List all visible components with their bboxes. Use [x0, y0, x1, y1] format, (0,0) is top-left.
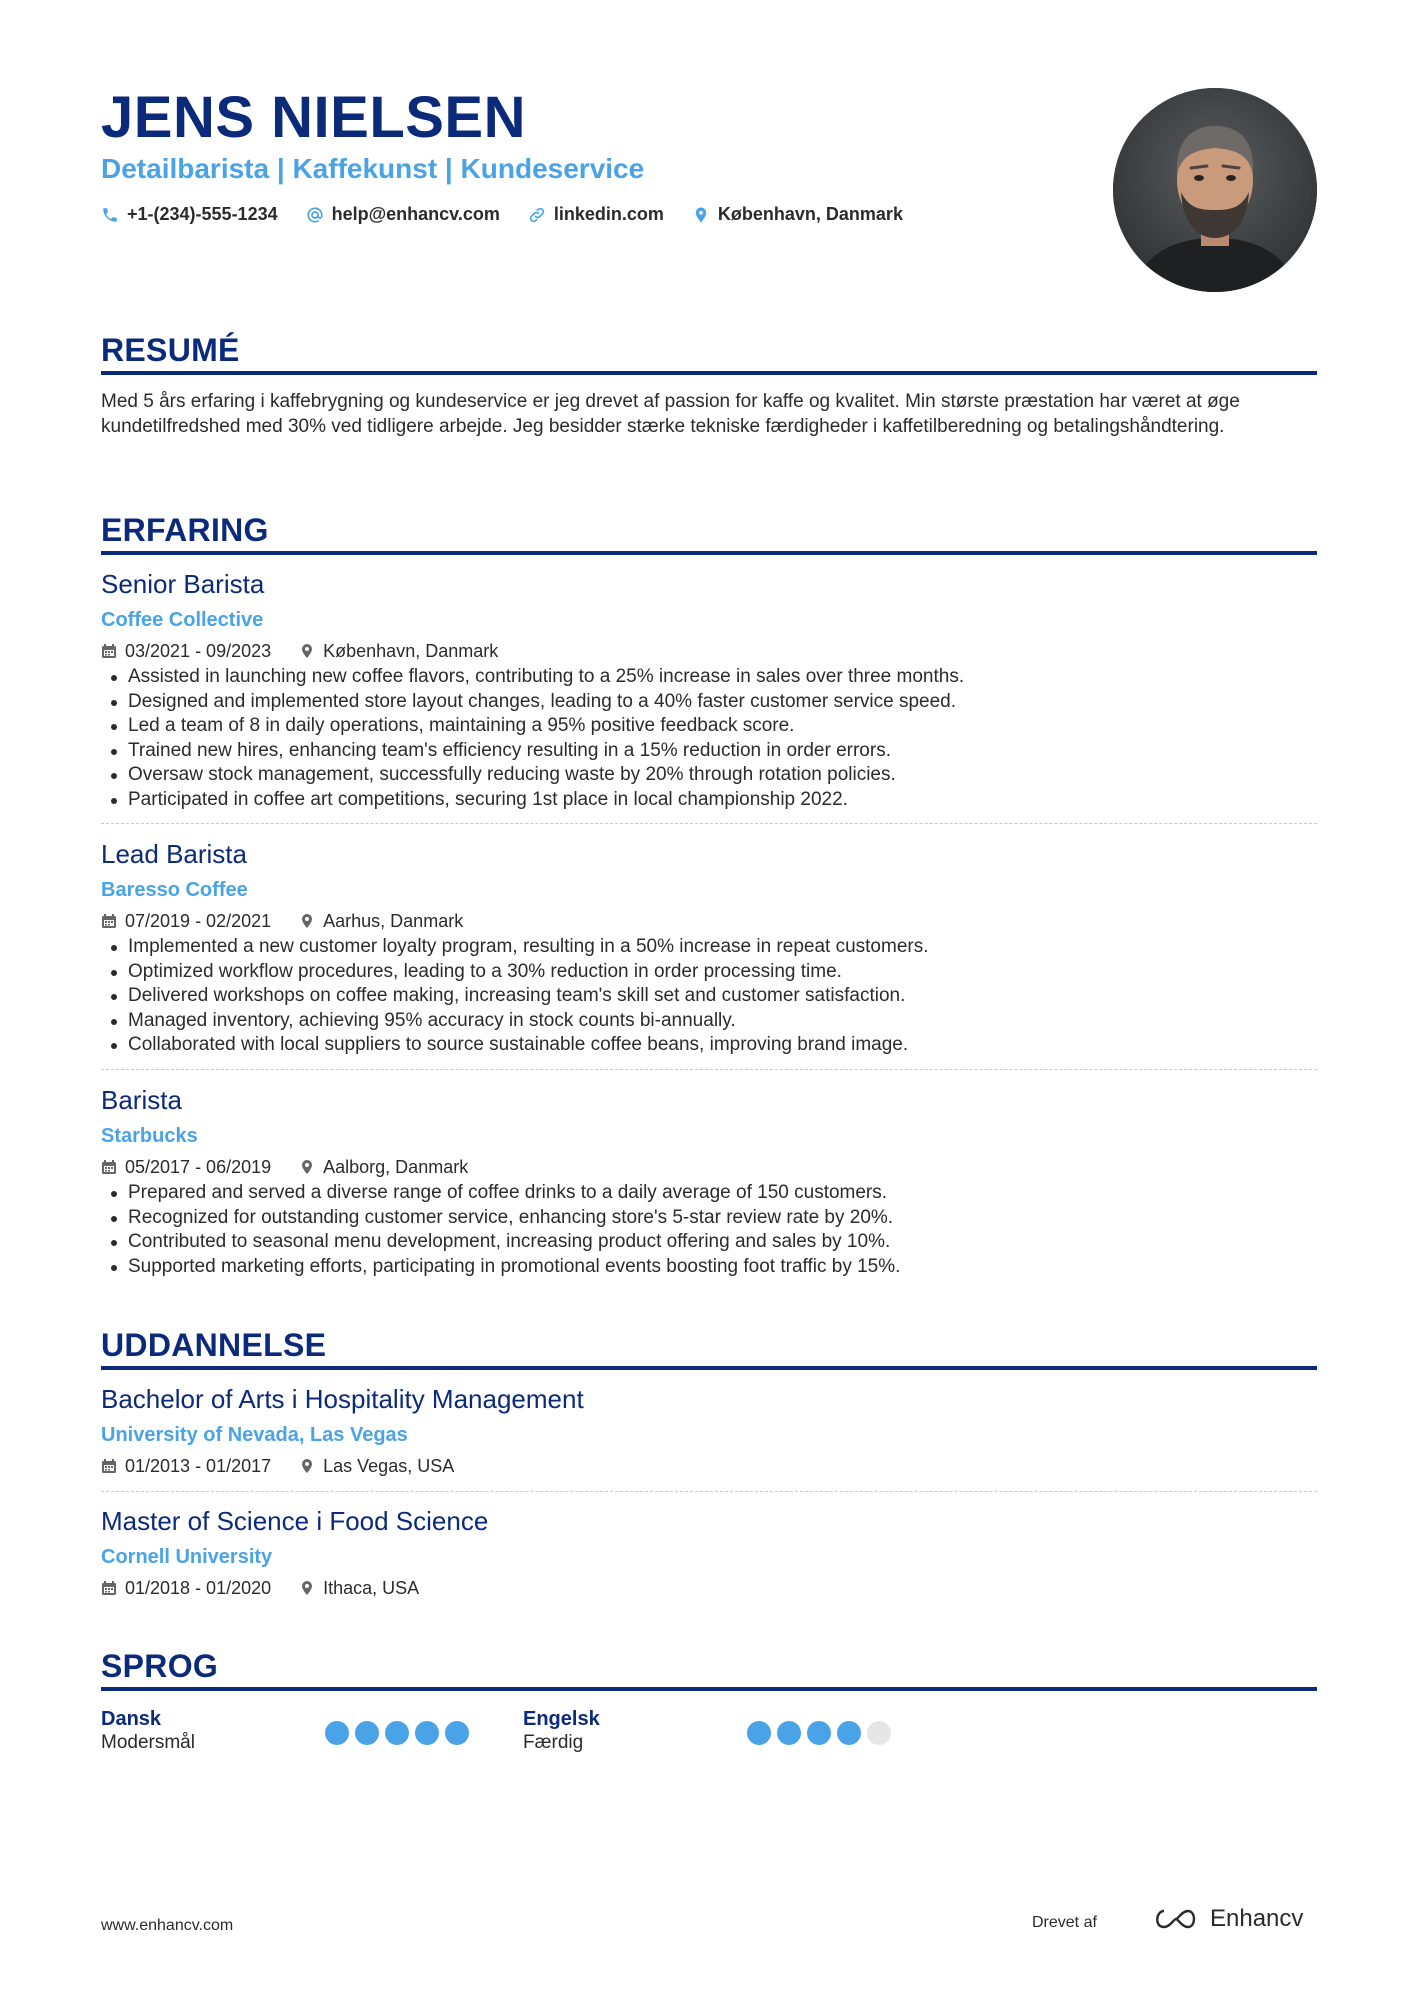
divider [101, 1491, 1317, 1492]
calendar-icon [101, 913, 117, 929]
job-company: Baresso Coffee [101, 879, 248, 901]
experience-rule [101, 551, 1317, 555]
enhancv-logo[interactable] [1152, 1905, 1303, 1933]
divider [101, 823, 1317, 824]
contact-linkedin-text: linkedin.com [553, 204, 664, 224]
job-bullets [101, 1181, 900, 1279]
contact-bar [101, 204, 903, 225]
contact-location-text: København, Danmark [717, 204, 903, 224]
rating-dot-filled [415, 1721, 439, 1745]
list-item: Optimized workflow procedures, leading to a 30% reduction in order processing time. [101, 960, 929, 985]
job-company: Starbucks [101, 1125, 198, 1147]
list-item: Participated in coffee art competitions, securing 1st place in local championship 2022. [101, 788, 964, 813]
degree-title: Bachelor of Arts i Hospitality Management [101, 1384, 584, 1414]
rating-dot-filled [445, 1721, 469, 1745]
calendar-icon [101, 643, 117, 659]
job-title: Barista [101, 1085, 182, 1115]
job-location: København, Danmark [323, 641, 499, 661]
rating-dot-empty [867, 1721, 891, 1745]
footer-url[interactable]: www.enhancv.com [101, 1917, 234, 1934]
rating-dot-filled [355, 1721, 379, 1745]
rating-dot-filled [325, 1721, 349, 1745]
location-pin-icon [299, 1580, 315, 1596]
list-item: Oversaw stock management, successfully reducing waste by 20% through rotation policies. [101, 763, 964, 788]
language-level: Færdig [523, 1732, 584, 1753]
language-rating [325, 1721, 469, 1745]
education-meta [101, 1455, 482, 1477]
contact-linkedin[interactable] [528, 204, 664, 225]
calendar-icon [101, 1458, 117, 1474]
summary-text: Med 5 års erfaring i kaffebrygning og kundeservice er jeg drevet af passion for kaffe og kvalitet. Min største præstation har været at øge kundetilfredshed med 30% ved tidligere arbejde. Jeg besidder stærke tekniske færdigheder i kaffetilberedning og betalingshåndtering. [101, 391, 1240, 437]
rating-dot-filled [837, 1721, 861, 1745]
rating-dot-filled [777, 1721, 801, 1745]
job-meta [101, 640, 526, 662]
job-dates: 07/2019 - 02/2021 [125, 911, 272, 931]
list-item: Recognized for outstanding customer service, enhancing store's 5-star review rate by 20%. [101, 1206, 900, 1231]
rating-dot-filled [747, 1721, 771, 1745]
contact-phone[interactable] [101, 204, 278, 225]
summary-rule [101, 371, 1317, 375]
location-pin-icon [299, 1159, 315, 1175]
phone-icon [101, 206, 119, 224]
list-item: Delivered workshops on coffee making, increasing team's skill set and customer satisfaction. [101, 984, 929, 1009]
list-item: Contributed to seasonal menu development, increasing product offering and sales by 10%. [101, 1230, 900, 1255]
education-dates: 01/2018 - 01/2020 [125, 1578, 272, 1598]
location-pin-icon [299, 643, 315, 659]
summary-title: RESUMÉ [101, 332, 240, 368]
candidate-name: JENS NIELSEN [101, 85, 526, 150]
contact-email[interactable] [306, 204, 500, 225]
job-company: Coffee Collective [101, 609, 264, 631]
education-dates: 01/2013 - 01/2017 [125, 1456, 272, 1476]
education-rule [101, 1366, 1317, 1370]
degree-title: Master of Science i Food Science [101, 1506, 489, 1536]
education-meta [101, 1577, 447, 1599]
language-name: Engelsk [523, 1708, 600, 1730]
job-location: Aarhus, Danmark [323, 911, 464, 931]
calendar-icon [101, 1159, 117, 1175]
education-location: Las Vegas, USA [323, 1456, 455, 1476]
language-rating [747, 1721, 891, 1745]
enhancv-logo-icon [1152, 1907, 1198, 1931]
list-item: Led a team of 8 in daily operations, maintaining a 95% positive feedback score. [101, 714, 964, 739]
list-item: Implemented a new customer loyalty program, resulting in a 50% increase in repeat customers. [101, 935, 929, 960]
job-meta [101, 1156, 496, 1178]
list-item: Assisted in launching new coffee flavors, contributing to a 25% increase in sales over three months. [101, 665, 964, 690]
list-item: Collaborated with local suppliers to source sustainable coffee beans, improving brand image. [101, 1033, 929, 1058]
contact-location [692, 204, 903, 225]
location-pin-icon [299, 913, 315, 929]
job-bullets [101, 935, 929, 1058]
profile-photo [1113, 88, 1317, 292]
education-title: UDDANNELSE [101, 1327, 327, 1363]
education-location: Ithaca, USA [323, 1578, 420, 1598]
link-icon [528, 206, 546, 224]
headline: Detailbarista | Kaffekunst | Kundeservice [101, 153, 645, 184]
list-item: Trained new hires, enhancing team's efficiency resulting in a 15% reduction in order errors. [101, 739, 964, 764]
location-icon [692, 206, 710, 224]
rating-dot-filled [807, 1721, 831, 1745]
contact-email-text: help@enhancv.com [331, 204, 500, 224]
job-location: Aalborg, Danmark [323, 1157, 469, 1177]
school-name: Cornell University [101, 1546, 273, 1568]
list-item: Prepared and served a diverse range of coffee drinks to a daily average of 150 customers. [101, 1181, 900, 1206]
school-name: University of Nevada, Las Vegas [101, 1424, 408, 1446]
list-item: Designed and implemented store layout changes, leading to a 40% faster customer service speed. [101, 690, 964, 715]
job-title: Lead Barista [101, 839, 247, 869]
job-title: Senior Barista [101, 569, 265, 599]
job-dates: 05/2017 - 06/2019 [125, 1157, 272, 1177]
contact-phone-text: +1-(234)-555-1234 [127, 204, 278, 224]
location-pin-icon [299, 1458, 315, 1474]
divider [101, 1069, 1317, 1070]
calendar-icon [101, 1580, 117, 1596]
language-level: Modersmål [101, 1732, 195, 1753]
job-bullets [101, 665, 964, 812]
languages-title: SPROG [101, 1648, 219, 1684]
experience-title: ERFARING [101, 512, 269, 548]
rating-dot-filled [385, 1721, 409, 1745]
job-meta [101, 910, 491, 932]
at-icon [306, 206, 324, 224]
languages-rule [101, 1687, 1317, 1691]
enhancv-brand: Enhancv [1210, 1905, 1304, 1932]
footer-powered-by: Drevet af [1032, 1914, 1097, 1931]
job-dates: 03/2021 - 09/2023 [125, 641, 272, 661]
list-item: Managed inventory, achieving 95% accuracy in stock counts bi-annually. [101, 1009, 929, 1034]
list-item: Supported marketing efforts, participating in promotional events boosting foot traffic by 15%. [101, 1255, 900, 1280]
language-name: Dansk [101, 1708, 162, 1730]
